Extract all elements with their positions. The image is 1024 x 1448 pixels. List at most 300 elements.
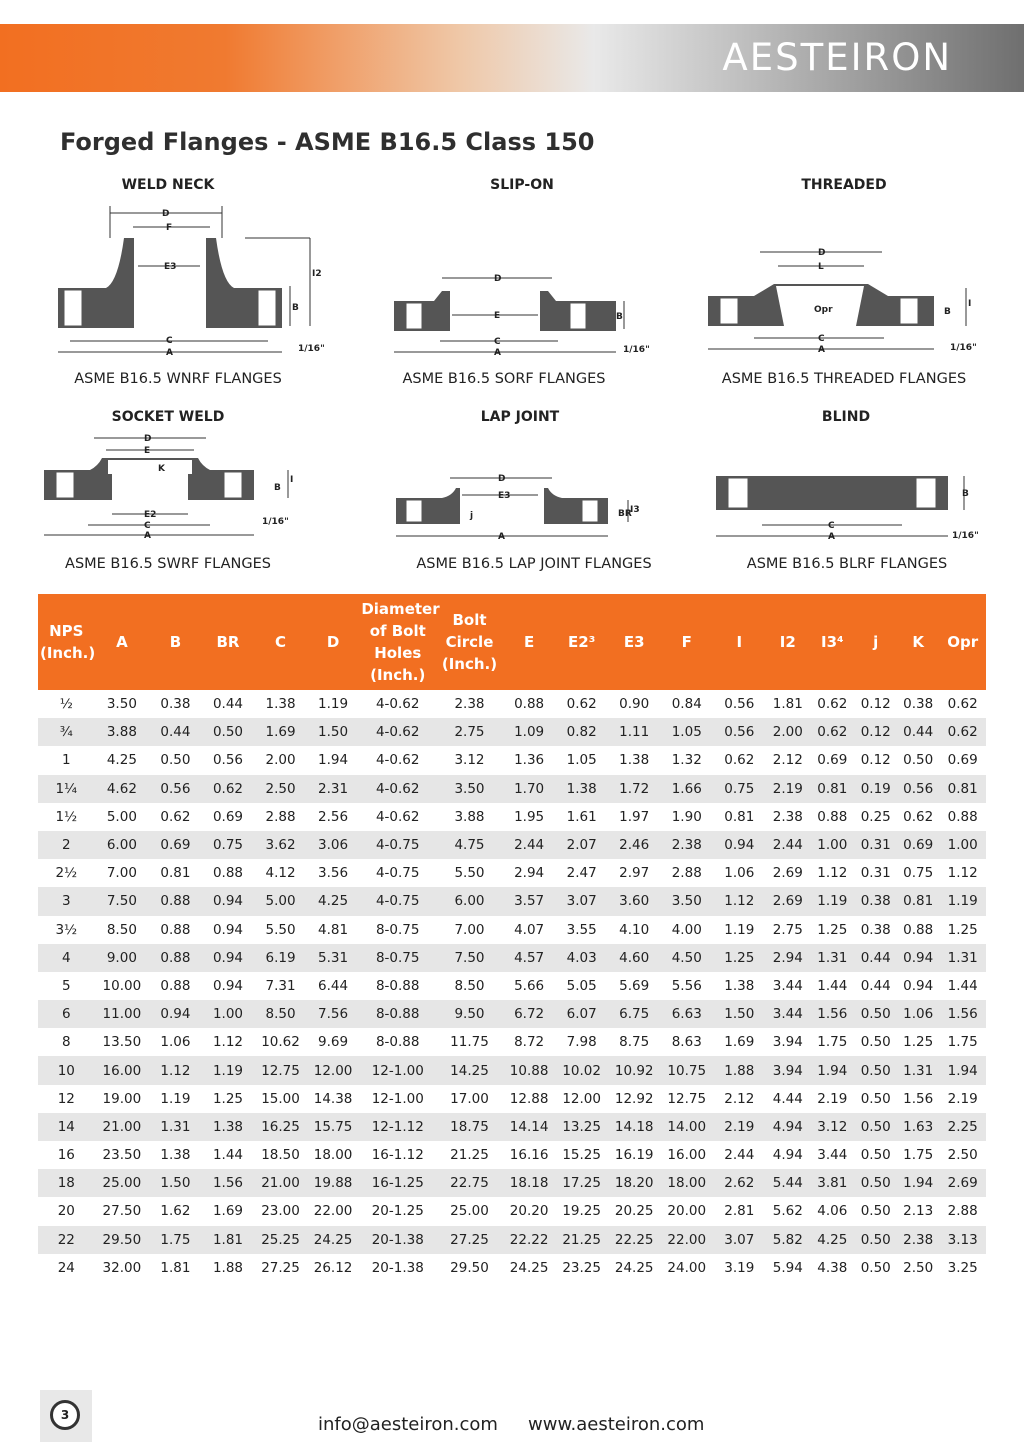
dim-label-d: D [498, 474, 506, 484]
table-cell: 1.12 [713, 887, 766, 915]
table-cell: 0.75 [897, 859, 939, 887]
table-cell: 2.88 [254, 803, 307, 831]
table-cell: 0.12 [855, 746, 897, 774]
column-header: NPS (Inch.) [38, 594, 95, 690]
table-cell: 3.57 [503, 887, 556, 915]
table-cell: 0.88 [503, 690, 556, 718]
table-cell: 3.07 [555, 887, 608, 915]
table-cell: 14.00 [660, 1113, 713, 1141]
dim-label-b: B [274, 483, 281, 493]
dim-label-b: B [616, 312, 623, 322]
table-cell: 0.44 [202, 690, 255, 718]
table-cell: 0.44 [897, 718, 939, 746]
table-cell: 0.90 [608, 690, 661, 718]
table-cell: 1.31 [897, 1056, 939, 1084]
table-cell: 3.19 [713, 1254, 766, 1282]
table-cell: 1.44 [810, 972, 854, 1000]
table-cell: 1.50 [307, 718, 360, 746]
table-cell: 2.38 [766, 803, 810, 831]
nps-cell: ¾ [38, 718, 95, 746]
table-cell: 4.25 [95, 746, 150, 774]
table-cell: 4.75 [436, 831, 503, 859]
table-cell: 0.50 [897, 746, 939, 774]
table-cell: 1.38 [608, 746, 661, 774]
table-cell: 21.25 [436, 1141, 503, 1169]
table-cell: 12.75 [660, 1085, 713, 1113]
table-cell: 0.69 [810, 746, 854, 774]
table-row [38, 887, 986, 915]
table-cell: 0.50 [855, 1169, 897, 1197]
table-cell: 10.75 [660, 1056, 713, 1084]
table-cell: 8-0.75 [359, 944, 436, 972]
table-cell: 0.94 [713, 831, 766, 859]
nps-cell: 6 [38, 1000, 95, 1028]
dim-label-e: E [494, 311, 501, 321]
table-cell: 3.44 [810, 1141, 854, 1169]
column-header: D [307, 594, 360, 690]
table-cell: 0.94 [897, 972, 939, 1000]
table-cell: 3.50 [660, 887, 713, 915]
table-cell: 5.31 [307, 944, 360, 972]
column-header: Opr [939, 594, 986, 690]
dim-label-c: C [828, 521, 835, 531]
table-cell: 0.88 [149, 916, 202, 944]
table-cell: 1.81 [766, 690, 810, 718]
dim-label-i: I [290, 475, 294, 485]
table-cell: 1.25 [810, 916, 854, 944]
table-cell: 3.94 [766, 1028, 810, 1056]
table-cell: 0.44 [149, 718, 202, 746]
dim-label-a: A [498, 532, 505, 542]
nps-cell: 5 [38, 972, 95, 1000]
table-cell: 25.00 [95, 1169, 150, 1197]
column-header: B [149, 594, 202, 690]
dim-label-a: A [494, 348, 501, 358]
table-cell: 0.62 [810, 690, 854, 718]
table-row [38, 718, 986, 746]
nps-cell: 14 [38, 1113, 95, 1141]
table-cell: 1.06 [713, 859, 766, 887]
table-cell: 18.50 [254, 1141, 307, 1169]
table-cell: 10.88 [503, 1056, 556, 1084]
table-cell: 0.50 [855, 1254, 897, 1282]
table-cell: 1.25 [202, 1085, 255, 1113]
table-cell: 1.06 [897, 1000, 939, 1028]
table-cell: 2.50 [939, 1141, 986, 1169]
table-row [38, 972, 986, 1000]
table-cell: 24.00 [660, 1254, 713, 1282]
footer-email[interactable]: info@aesteiron.com [318, 1414, 498, 1435]
figure-caption-blind: ASME B16.5 BLRF FLANGES [746, 556, 948, 572]
table-cell: 0.44 [855, 972, 897, 1000]
figure-caption-weld-neck: ASME B16.5 WNRF FLANGES [74, 371, 282, 387]
column-header: I2 [766, 594, 810, 690]
table-cell: 0.56 [713, 690, 766, 718]
table-cell: 0.69 [149, 831, 202, 859]
table-cell: 1.69 [254, 718, 307, 746]
table-cell: 0.69 [897, 831, 939, 859]
table-cell: 0.69 [939, 746, 986, 774]
table-header-row [38, 594, 986, 690]
dim-label-d: D [144, 434, 152, 444]
dim-label-d: D [494, 274, 502, 284]
table-cell: 1.69 [202, 1197, 255, 1225]
table-cell: 11.75 [436, 1028, 503, 1056]
dim-label-a: A [828, 532, 835, 542]
table-cell: 2.94 [503, 859, 556, 887]
table-cell: 1.25 [939, 916, 986, 944]
table-cell: 27.25 [436, 1226, 503, 1254]
table-cell: 3.13 [939, 1226, 986, 1254]
table-cell: 2.00 [766, 718, 810, 746]
table-cell: 1.36 [503, 746, 556, 774]
table-cell: 0.56 [897, 775, 939, 803]
table-cell: 20.25 [608, 1197, 661, 1225]
nps-cell: 3 [38, 887, 95, 915]
table-cell: 1.25 [897, 1028, 939, 1056]
table-cell: 2.38 [660, 831, 713, 859]
nps-cell: 4 [38, 944, 95, 972]
table-cell: 2.31 [307, 775, 360, 803]
table-cell: 16.00 [660, 1141, 713, 1169]
table-cell: 7.98 [555, 1028, 608, 1056]
column-header: Diameter of Bolt Holes (Inch.) [359, 594, 436, 690]
table-cell: 0.50 [855, 1197, 897, 1225]
table-cell: 2.12 [766, 746, 810, 774]
table-cell: 1.19 [149, 1085, 202, 1113]
table-cell: 1.38 [149, 1141, 202, 1169]
dim-label-raised-face: 1/16" [262, 517, 289, 527]
table-cell: 1.12 [939, 859, 986, 887]
table-cell: 29.50 [95, 1226, 150, 1254]
table-cell: 1.44 [202, 1141, 255, 1169]
table-row [38, 746, 986, 774]
table-cell: 20.00 [660, 1197, 713, 1225]
table-cell: 8-0.88 [359, 1000, 436, 1028]
table-cell: 1.75 [149, 1226, 202, 1254]
dim-label-raised-face: 1/16" [623, 345, 650, 355]
table-cell: 2.50 [897, 1254, 939, 1282]
table-cell: 1.09 [503, 718, 556, 746]
table-cell: 1.63 [897, 1113, 939, 1141]
nps-cell: 1 [38, 746, 95, 774]
table-cell: 8.75 [608, 1028, 661, 1056]
table-cell: 0.62 [149, 803, 202, 831]
nps-cell: 8 [38, 1028, 95, 1056]
table-cell: 1.06 [149, 1028, 202, 1056]
table-cell: 12-1.00 [359, 1085, 436, 1113]
table-cell: 10.62 [254, 1028, 307, 1056]
table-cell: 0.50 [855, 1056, 897, 1084]
table-cell: 4-0.62 [359, 803, 436, 831]
table-cell: 4-0.75 [359, 831, 436, 859]
table-cell: 0.81 [939, 775, 986, 803]
page-number: 3 [60, 1408, 70, 1422]
table-cell: 2.44 [766, 831, 810, 859]
table-cell: 2.38 [436, 690, 503, 718]
page-number-badge [40, 1390, 92, 1442]
table-cell: 2.19 [939, 1085, 986, 1113]
dim-label-e3: E3 [498, 491, 511, 501]
table-cell: 4.60 [608, 944, 661, 972]
table-cell: 4.06 [810, 1197, 854, 1225]
dim-label-e3: E3 [164, 262, 177, 272]
table-cell: 2.19 [713, 1113, 766, 1141]
brand-logo: AESTEIRON [722, 36, 952, 79]
dim-label-l: L [818, 262, 824, 272]
dim-label-j: j [470, 511, 474, 521]
table-cell: 3.50 [95, 690, 150, 718]
table-cell: 2.69 [766, 887, 810, 915]
table-cell: 17.00 [436, 1085, 503, 1113]
table-cell: 5.00 [254, 887, 307, 915]
table-cell: 3.81 [810, 1169, 854, 1197]
table-row [38, 916, 986, 944]
table-cell: 0.94 [897, 944, 939, 972]
table-cell: 3.88 [95, 718, 150, 746]
table-cell: 22.75 [436, 1169, 503, 1197]
table-cell: 9.69 [307, 1028, 360, 1056]
table-cell: 2.75 [766, 916, 810, 944]
table-cell: 0.94 [149, 1000, 202, 1028]
table-cell: 4.94 [766, 1113, 810, 1141]
table-cell: 5.05 [555, 972, 608, 1000]
table-cell: 1.50 [149, 1169, 202, 1197]
table-cell: 8.72 [503, 1028, 556, 1056]
table-cell: 15.75 [307, 1113, 360, 1141]
table-cell: 1.88 [713, 1056, 766, 1084]
table-cell: 0.75 [713, 775, 766, 803]
figure-caption-lap-joint: ASME B16.5 LAP JOINT FLANGES [416, 556, 652, 572]
table-cell: 0.69 [202, 803, 255, 831]
table-cell: 8.50 [95, 916, 150, 944]
table-cell: 3.60 [608, 887, 661, 915]
table-cell: 14.14 [503, 1113, 556, 1141]
table-cell: 3.50 [436, 775, 503, 803]
table-cell: 0.62 [555, 690, 608, 718]
table-cell: 7.50 [436, 944, 503, 972]
table-cell: 10.02 [555, 1056, 608, 1084]
nps-cell: 24 [38, 1254, 95, 1282]
table-row [38, 775, 986, 803]
dim-label-a: A [818, 345, 825, 355]
dim-label-c: C [494, 337, 501, 347]
table-cell: 2.12 [713, 1085, 766, 1113]
table-cell: 20.20 [503, 1197, 556, 1225]
table-cell: 1.70 [503, 775, 556, 803]
column-header: I [713, 594, 766, 690]
table-cell: 1.94 [307, 746, 360, 774]
table-cell: 2.38 [897, 1226, 939, 1254]
figure-label-threaded: THREADED [801, 177, 887, 193]
table-cell: 4.10 [608, 916, 661, 944]
table-cell: 9.00 [95, 944, 150, 972]
flange-dimensions-table [38, 594, 986, 1282]
table-row [38, 1197, 986, 1225]
table-cell: 0.88 [202, 859, 255, 887]
table-cell: 1.72 [608, 775, 661, 803]
table-cell: 4-0.62 [359, 746, 436, 774]
figure-label-socket-weld: SOCKET WELD [111, 409, 225, 425]
column-header: Bolt Circle (Inch.) [436, 594, 503, 690]
dim-label-k: K [158, 464, 165, 474]
table-cell: 0.50 [855, 1028, 897, 1056]
table-cell: 1.56 [202, 1169, 255, 1197]
table-cell: 2.25 [939, 1113, 986, 1141]
nps-cell: 2 [38, 831, 95, 859]
table-cell: 7.56 [307, 1000, 360, 1028]
table-cell: 3.94 [766, 1056, 810, 1084]
table-cell: 0.25 [855, 803, 897, 831]
weld-neck-diagram [50, 198, 340, 364]
table-cell: 1.05 [555, 746, 608, 774]
nps-cell: 3½ [38, 916, 95, 944]
table-cell: 0.81 [713, 803, 766, 831]
table-cell: 2.47 [555, 859, 608, 887]
table-cell: 2.81 [713, 1197, 766, 1225]
table-cell: 18.00 [660, 1169, 713, 1197]
table-cell: 16.00 [95, 1056, 150, 1084]
nps-cell: 1¼ [38, 775, 95, 803]
table-cell: 1.00 [810, 831, 854, 859]
column-header: E [503, 594, 556, 690]
table-cell: 2.07 [555, 831, 608, 859]
table-cell: 22.22 [503, 1226, 556, 1254]
table-cell: 1.19 [202, 1056, 255, 1084]
table-cell: 1.00 [202, 1000, 255, 1028]
table-cell: 4.44 [766, 1085, 810, 1113]
column-header: BR [202, 594, 255, 690]
table-row [38, 1226, 986, 1254]
table-cell: 19.00 [95, 1085, 150, 1113]
table-cell: 6.63 [660, 1000, 713, 1028]
table-cell: 1.19 [307, 690, 360, 718]
table-cell: 0.12 [855, 718, 897, 746]
table-cell: 1.88 [202, 1254, 255, 1282]
table-cell: 4-0.62 [359, 775, 436, 803]
table-cell: 7.00 [95, 859, 150, 887]
table-cell: 27.25 [254, 1254, 307, 1282]
dim-label-d: D [818, 248, 826, 258]
table-row [38, 690, 986, 718]
table-cell: 8-0.88 [359, 972, 436, 1000]
table-cell: 1.62 [149, 1197, 202, 1225]
table-cell: 5.82 [766, 1226, 810, 1254]
table-cell: 22.25 [608, 1226, 661, 1254]
table-cell: 0.81 [149, 859, 202, 887]
table-cell: 3.07 [713, 1226, 766, 1254]
table-cell: 12.00 [555, 1085, 608, 1113]
table-cell: 13.25 [555, 1113, 608, 1141]
table-cell: 4-0.75 [359, 887, 436, 915]
table-cell: 3.56 [307, 859, 360, 887]
table-cell: 1.19 [939, 887, 986, 915]
table-row [38, 1085, 986, 1113]
figure-label-weld-neck: WELD NECK [121, 177, 215, 193]
table-cell: 19.88 [307, 1169, 360, 1197]
table-cell: 14.18 [608, 1113, 661, 1141]
table-row [38, 1056, 986, 1084]
dim-label-raised-face: 1/16" [298, 344, 325, 354]
table-cell: 4.50 [660, 944, 713, 972]
table-cell: 12.00 [307, 1056, 360, 1084]
header-banner [0, 24, 1024, 92]
table-cell: 12-1.00 [359, 1056, 436, 1084]
table-cell: 2.50 [254, 775, 307, 803]
slip-on-diagram [390, 265, 660, 365]
table-cell: 0.38 [855, 916, 897, 944]
table-cell: 1.00 [939, 831, 986, 859]
column-header: A [95, 594, 150, 690]
table-cell: 0.38 [149, 690, 202, 718]
table-cell: 2.94 [766, 944, 810, 972]
table-cell: 1.31 [939, 944, 986, 972]
table-cell: 1.61 [555, 803, 608, 831]
table-cell: 0.62 [897, 803, 939, 831]
footer-website[interactable]: www.aesteiron.com [528, 1414, 705, 1435]
table-cell: 0.50 [149, 746, 202, 774]
dim-label-b: B [962, 489, 969, 499]
table-cell: 0.94 [202, 972, 255, 1000]
table-cell: 18.75 [436, 1113, 503, 1141]
table-cell: 24.25 [503, 1254, 556, 1282]
table-cell: 11.00 [95, 1000, 150, 1028]
table-row [38, 1113, 986, 1141]
dim-label-b: B [292, 303, 299, 313]
table-cell: 1.50 [713, 1000, 766, 1028]
lap-joint-diagram [392, 468, 652, 544]
figure-caption-threaded: ASME B16.5 THREADED FLANGES [721, 371, 967, 387]
table-cell: 22.00 [660, 1226, 713, 1254]
table-cell: 0.84 [660, 690, 713, 718]
table-cell: 2.88 [939, 1197, 986, 1225]
table-cell: 1.56 [897, 1085, 939, 1113]
table-cell: 4.12 [254, 859, 307, 887]
table-cell: 4.57 [503, 944, 556, 972]
table-cell: 21.25 [555, 1226, 608, 1254]
table-cell: 23.25 [555, 1254, 608, 1282]
table-cell: 0.50 [202, 718, 255, 746]
dim-label-e2: E2 [144, 510, 157, 520]
table-cell: 4.94 [766, 1141, 810, 1169]
column-header: j [855, 594, 897, 690]
column-header: F [660, 594, 713, 690]
dim-label-c: C [818, 334, 825, 344]
table-cell: 8.50 [254, 1000, 307, 1028]
table-cell: 1.75 [897, 1141, 939, 1169]
dim-label-e: E [144, 446, 151, 456]
table-cell: 24.25 [307, 1226, 360, 1254]
table-cell: 1.11 [608, 718, 661, 746]
table-cell: 1.31 [810, 944, 854, 972]
table-cell: 0.56 [202, 746, 255, 774]
table-cell: 2.44 [713, 1141, 766, 1169]
table-cell: 3.12 [810, 1113, 854, 1141]
table-cell: 6.75 [608, 1000, 661, 1028]
table-row [38, 803, 986, 831]
table-cell: 1.38 [254, 690, 307, 718]
table-cell: 18.18 [503, 1169, 556, 1197]
table-cell: 23.00 [254, 1197, 307, 1225]
table-cell: 10.92 [608, 1056, 661, 1084]
table-cell: 5.44 [766, 1169, 810, 1197]
figure-caption-slip-on: ASME B16.5 SORF FLANGES [402, 371, 606, 387]
table-cell: 6.44 [307, 972, 360, 1000]
table-cell: 2.75 [436, 718, 503, 746]
table-cell: 2.19 [766, 775, 810, 803]
table-cell: 0.38 [855, 887, 897, 915]
table-cell: 3.44 [766, 1000, 810, 1028]
